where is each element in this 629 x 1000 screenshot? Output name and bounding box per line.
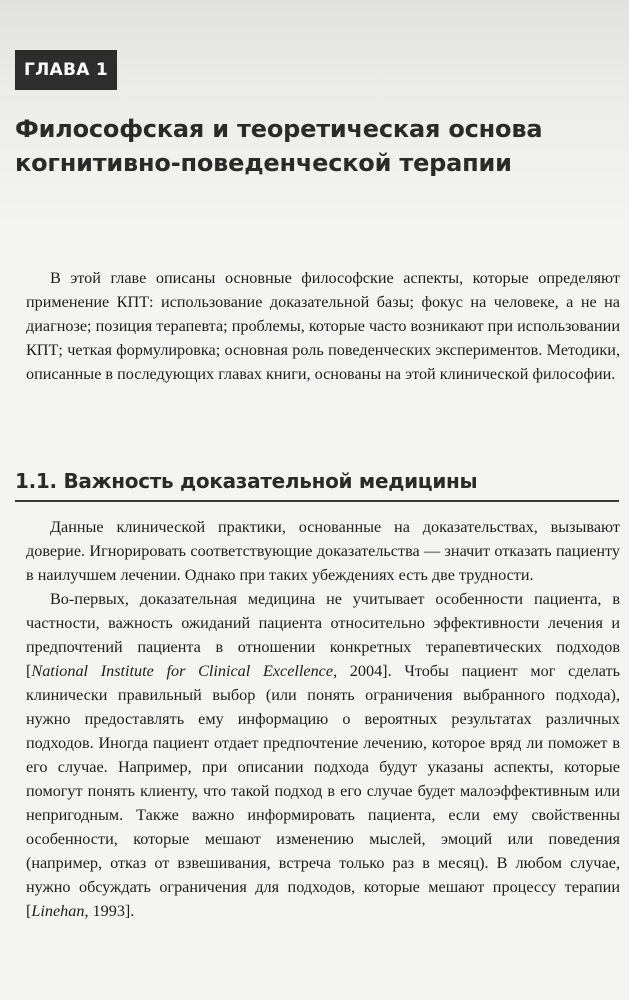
- section-divider: [15, 500, 619, 502]
- paragraph-2-text-b: , 2004]. Чтобы пациент мог сделать клинически правильный выбор (или понять ограничения выбранного подхода), нужно предоставлять ему информацию о вероятных результатах различных подходов. Иногда пациент отдает предпочтение лечению, которое вряд ли поможет в его случае. Например, при описании подхода будут указаны аспекты, которые помогут понять клиенту, что такой подход в его случае будет малоэффективным или непригодным. Также важно информировать пациента, если ему свойственны особенности, которые мешают изменению мыслей, эмоций или поведения (например, отказ от взвешивания, встреча только раз в месяц). В любом случае, нужно обсуждать ограничения для подходов, которые мешают процессу терапии [: [26, 662, 620, 920]
- section-heading: 1.1. Важность доказательной медицины: [15, 469, 478, 493]
- chapter-title-line-1: Философская и теоретическая основа: [15, 115, 543, 143]
- section-body: [26, 515, 620, 923]
- citation-nice: National Institute for Clinical Excellence: [31, 662, 334, 680]
- chapter-badge: ГЛАВА 1: [15, 50, 117, 90]
- chapter-intro: [26, 266, 620, 386]
- chapter-title: [15, 112, 615, 180]
- section-paragraph-1: Данные клинической практики, основанные на доказательствах, вызывают доверие. Игнорировать соответствующие доказательства — значит отказать пациенту в наилучшем лечении. Однако при таких убеждениях есть две трудности.: [26, 518, 620, 584]
- section-paragraph-2: [26, 587, 620, 923]
- chapter-title-line-2: когнитивно-поведенческой терапии: [15, 149, 512, 177]
- paragraph-2-text-a: Во-первых, доказательная медицина не учитывает особенности пациента, в частности, важность ожиданий пациента относительно эффективности лечения и предпочтений пациента в отношении конкретных терапевтических подходов [: [26, 590, 620, 680]
- citation-linehan: Linehan: [31, 902, 85, 920]
- intro-paragraph: В этой главе описаны основные философские аспекты, которые определяют применение КПТ: использование доказательной базы; фокус на человеке, а не на диагнозе; позиция терапевта; проблемы, которые часто возникают при использовании КПТ; четкая формулировка; основная роль поведенческих экспериментов. Методики, описанные в последующих главах книги, основаны на этой клинической философии.: [26, 269, 620, 383]
- paragraph-2-text-c: , 1993].: [84, 902, 135, 920]
